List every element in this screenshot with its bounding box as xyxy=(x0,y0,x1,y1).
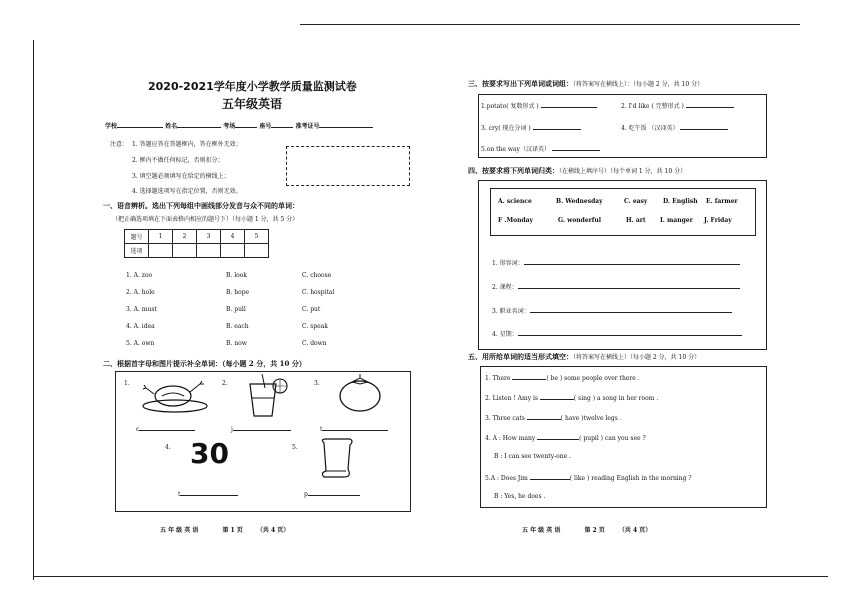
blank-1 xyxy=(136,424,195,433)
answer-cell-1[interactable] xyxy=(149,244,173,258)
answer-line[interactable] xyxy=(518,282,740,289)
category-3 xyxy=(492,306,732,315)
item-pre: 3. Three cats xyxy=(485,415,527,422)
option-a: 1. A. zoo xyxy=(126,272,153,279)
footer-total: （共 4 页） xyxy=(618,527,652,534)
exam-no-field[interactable] xyxy=(319,121,373,128)
word-bank-item: A. science xyxy=(498,198,532,205)
school-label: 学校 xyxy=(105,123,118,130)
answer-line[interactable] xyxy=(518,329,742,336)
footer-page: 第 2 页 xyxy=(584,527,605,534)
option-b: B. look xyxy=(226,272,248,279)
room-field[interactable] xyxy=(235,121,257,128)
section4-title-note: （在横线上填序号）（每个单词 1 分，共 10 分） xyxy=(559,168,687,175)
pic-num-2: 2. xyxy=(222,380,228,387)
pic-num-1: 1. xyxy=(124,380,130,387)
hint-letter: t xyxy=(178,491,181,498)
note-2: 2. 框内不做任何标记，否则扣分； xyxy=(132,157,224,164)
hint-letter: c xyxy=(136,426,140,433)
answer-line[interactable] xyxy=(233,424,291,431)
option-a: 3. A. must xyxy=(126,306,157,313)
barcode-box xyxy=(286,146,410,186)
phonics-list xyxy=(126,272,386,352)
answer-line[interactable] xyxy=(524,258,740,265)
fill-item-4b xyxy=(494,453,571,460)
item-pre: 4. A : How many xyxy=(485,435,538,442)
item-post: ( be ) some people over there . xyxy=(546,375,640,382)
notes-label: 注意： xyxy=(110,141,129,148)
pic-num-4: 4. xyxy=(165,444,171,451)
fill-item-4 xyxy=(485,433,646,442)
table-row-label: 选项 xyxy=(125,244,149,258)
number-thirty: 30 xyxy=(190,437,229,470)
section4-title xyxy=(468,166,686,176)
answer-line[interactable] xyxy=(552,144,600,151)
answer-line[interactable] xyxy=(322,424,388,431)
section5-title xyxy=(468,352,700,362)
seat-label: 座号 xyxy=(259,123,272,130)
answer-cell-4[interactable] xyxy=(221,244,245,258)
note-1: 1. 答题应答在答题框内，答在框外无效； xyxy=(132,141,242,148)
blank-4 xyxy=(178,489,238,498)
blank-2 xyxy=(231,424,291,433)
fill-item-1 xyxy=(485,373,640,382)
option-b: B. hope xyxy=(226,289,250,296)
school-field[interactable] xyxy=(117,121,163,128)
table-head-1: 1 xyxy=(149,230,173,244)
answer-line[interactable] xyxy=(530,306,732,313)
exam-no-label: 准考证号 xyxy=(295,123,320,130)
option-c: C. choose xyxy=(302,272,332,279)
option-c: C. put xyxy=(302,306,321,313)
category-4 xyxy=(492,329,742,338)
footer-subject: 五 年 级 英 语 xyxy=(160,527,199,534)
category-label: 2. 课程： xyxy=(492,284,518,291)
left-footer xyxy=(160,525,289,534)
option-c: C. down xyxy=(302,340,327,347)
answer-line[interactable] xyxy=(540,393,574,400)
word-bank-item: D. English xyxy=(663,198,698,205)
word-form-2 xyxy=(621,101,734,110)
footer-total: （共 4 页） xyxy=(256,527,290,534)
option-a: 4. A. idea xyxy=(126,323,155,330)
answer-cell-5[interactable] xyxy=(245,244,269,258)
word-form-1 xyxy=(481,101,597,110)
fill-item-3 xyxy=(485,413,622,422)
section1-instruction: （把正确选项填在下面表格内相应的题号下）（每小题 1 分，共 5 分） xyxy=(112,216,299,223)
item-pre: B : I can see twenty-one . xyxy=(494,453,571,460)
word-bank-item: H. art xyxy=(626,217,646,224)
hint-letter: j xyxy=(231,426,233,433)
roast-chicken-icon xyxy=(140,376,210,414)
hint-letter: t xyxy=(320,426,323,433)
section2-title: 二、根据首字母和图片提示补全单词：（每小题 2 分，共 10 分） xyxy=(103,359,306,368)
exam-title: 2020-2021学年度小学教学质量监测试卷 xyxy=(148,80,357,93)
item-post: ( like ) reading English in the morning ? xyxy=(569,475,692,482)
answer-line[interactable] xyxy=(308,489,360,496)
top-scan-line xyxy=(300,24,800,25)
section3-title-text: 三、按要求写出下列单词或词组： xyxy=(468,79,573,88)
answer-cell-3[interactable] xyxy=(197,244,221,258)
category-label: 3. 职业名词： xyxy=(492,308,530,315)
exam-subtitle: 五年级英语 xyxy=(222,97,283,111)
word-form-4 xyxy=(621,123,728,132)
category-label: 1. 形容词： xyxy=(492,260,524,267)
option-a: 5. A. own xyxy=(126,340,155,347)
table-head-2: 2 xyxy=(173,230,197,244)
footer-page: 第 1 页 xyxy=(222,527,243,534)
paper-scroll-icon xyxy=(318,437,356,479)
fill-item-2 xyxy=(485,393,658,402)
answer-line[interactable] xyxy=(686,101,734,108)
word-bank-box xyxy=(490,188,756,236)
item-pre: 2. Listen ! Amy is xyxy=(485,395,540,402)
category-1 xyxy=(492,258,740,267)
name-field[interactable] xyxy=(177,121,221,128)
name-label: 姓名 xyxy=(165,123,178,130)
word-bank-item: I. manger xyxy=(660,217,693,224)
section4-title-text: 四、按要求将下列单词归类： xyxy=(468,166,559,175)
section3-title-note: （将答案写在横线上）：（每小题 2 分，共 10 分） xyxy=(573,81,704,88)
item-text: 3. cry( 现在分词 ) xyxy=(481,125,531,132)
option-a: 2. A. hole xyxy=(126,289,155,296)
answer-line[interactable] xyxy=(180,489,238,496)
bottom-scan-line xyxy=(33,576,828,577)
option-c: C. hospital xyxy=(302,289,335,296)
answer-line[interactable] xyxy=(527,413,561,420)
word-form-5 xyxy=(481,144,600,153)
answer-line[interactable] xyxy=(537,433,579,440)
option-c: C. speak xyxy=(302,323,328,330)
word-bank-item: G. wonderful xyxy=(558,217,602,224)
item-text: 1.potato( 复数形式 ) xyxy=(481,103,539,110)
seat-field[interactable] xyxy=(271,121,293,128)
item-text: 2. I'd like ( 完整形式 ) xyxy=(621,103,684,110)
category-2 xyxy=(492,282,740,291)
fill-item-5 xyxy=(485,473,692,482)
word-bank-item: B. Wednesday xyxy=(556,198,603,205)
word-bank-item: J. Friday xyxy=(704,217,732,224)
answer-table xyxy=(124,229,269,258)
word-bank-item: C. easy xyxy=(624,198,648,205)
section5-title-text: 五、用所给单词的适当形式填空： xyxy=(468,352,573,361)
item-text: 5.on the way（汉译英） xyxy=(481,146,550,153)
section3-title xyxy=(468,79,703,89)
category-label: 4. 星期： xyxy=(492,331,518,338)
table-head-4: 4 xyxy=(221,230,245,244)
option-b: B. now xyxy=(226,340,247,347)
answer-cell-2[interactable] xyxy=(173,244,197,258)
answer-line[interactable] xyxy=(541,101,597,108)
student-info-line xyxy=(105,121,373,130)
section5-title-note: （将答案写在横线上）（每小题 2 分，共 10 分） xyxy=(573,354,701,361)
answer-line[interactable] xyxy=(533,123,581,130)
room-label: 考场 xyxy=(223,123,236,130)
option-b: B. pull xyxy=(226,306,246,313)
item-post: ( have )twelve legs . xyxy=(560,415,622,422)
answer-line[interactable] xyxy=(139,424,195,431)
note-3: 3. 填空题必须填写在给定的横线上； xyxy=(132,173,230,180)
table-head-5: 5 xyxy=(245,230,269,244)
word-bank-item: F .Monday xyxy=(498,217,534,224)
tomato-icon xyxy=(338,374,382,412)
answer-line[interactable] xyxy=(512,373,546,380)
pic-num-5: 5. xyxy=(292,444,298,451)
answer-line[interactable] xyxy=(530,473,570,480)
hint-letter: p xyxy=(304,491,308,498)
answer-line[interactable] xyxy=(680,123,728,130)
pic-num-3: 3. xyxy=(314,380,320,387)
blank-3 xyxy=(320,424,388,433)
left-scan-line xyxy=(33,40,34,580)
item-post: ( pupil ) can you see ? xyxy=(579,435,646,442)
option-b: B. each xyxy=(226,323,249,330)
blank-5 xyxy=(304,489,360,498)
item-post: ( sing ) a song in her room . xyxy=(573,395,659,402)
table-head-0: 题号 xyxy=(125,230,149,244)
footer-subject: 五 年 级 英 语 xyxy=(522,527,561,534)
note-4: 4. 选择题选项写在指定位置，否则无效。 xyxy=(132,188,242,195)
right-footer xyxy=(522,525,651,534)
item-pre: B : Yes, he does . xyxy=(494,493,546,500)
fill-item-5b xyxy=(494,493,545,500)
table-head-3: 3 xyxy=(197,230,221,244)
item-pre: 1. There xyxy=(485,375,513,382)
section1-title: 一、语音辨析。选出下列每组中画线部分发音与众不同的单词： xyxy=(103,201,299,210)
word-bank-item: E. farmer xyxy=(706,198,738,205)
item-pre: 5.A : Does Jim xyxy=(485,475,530,482)
item-text: 4. 吃午饭 （汉译英） xyxy=(621,125,679,132)
juice-glass-icon xyxy=(242,374,290,418)
word-form-3 xyxy=(481,123,581,132)
